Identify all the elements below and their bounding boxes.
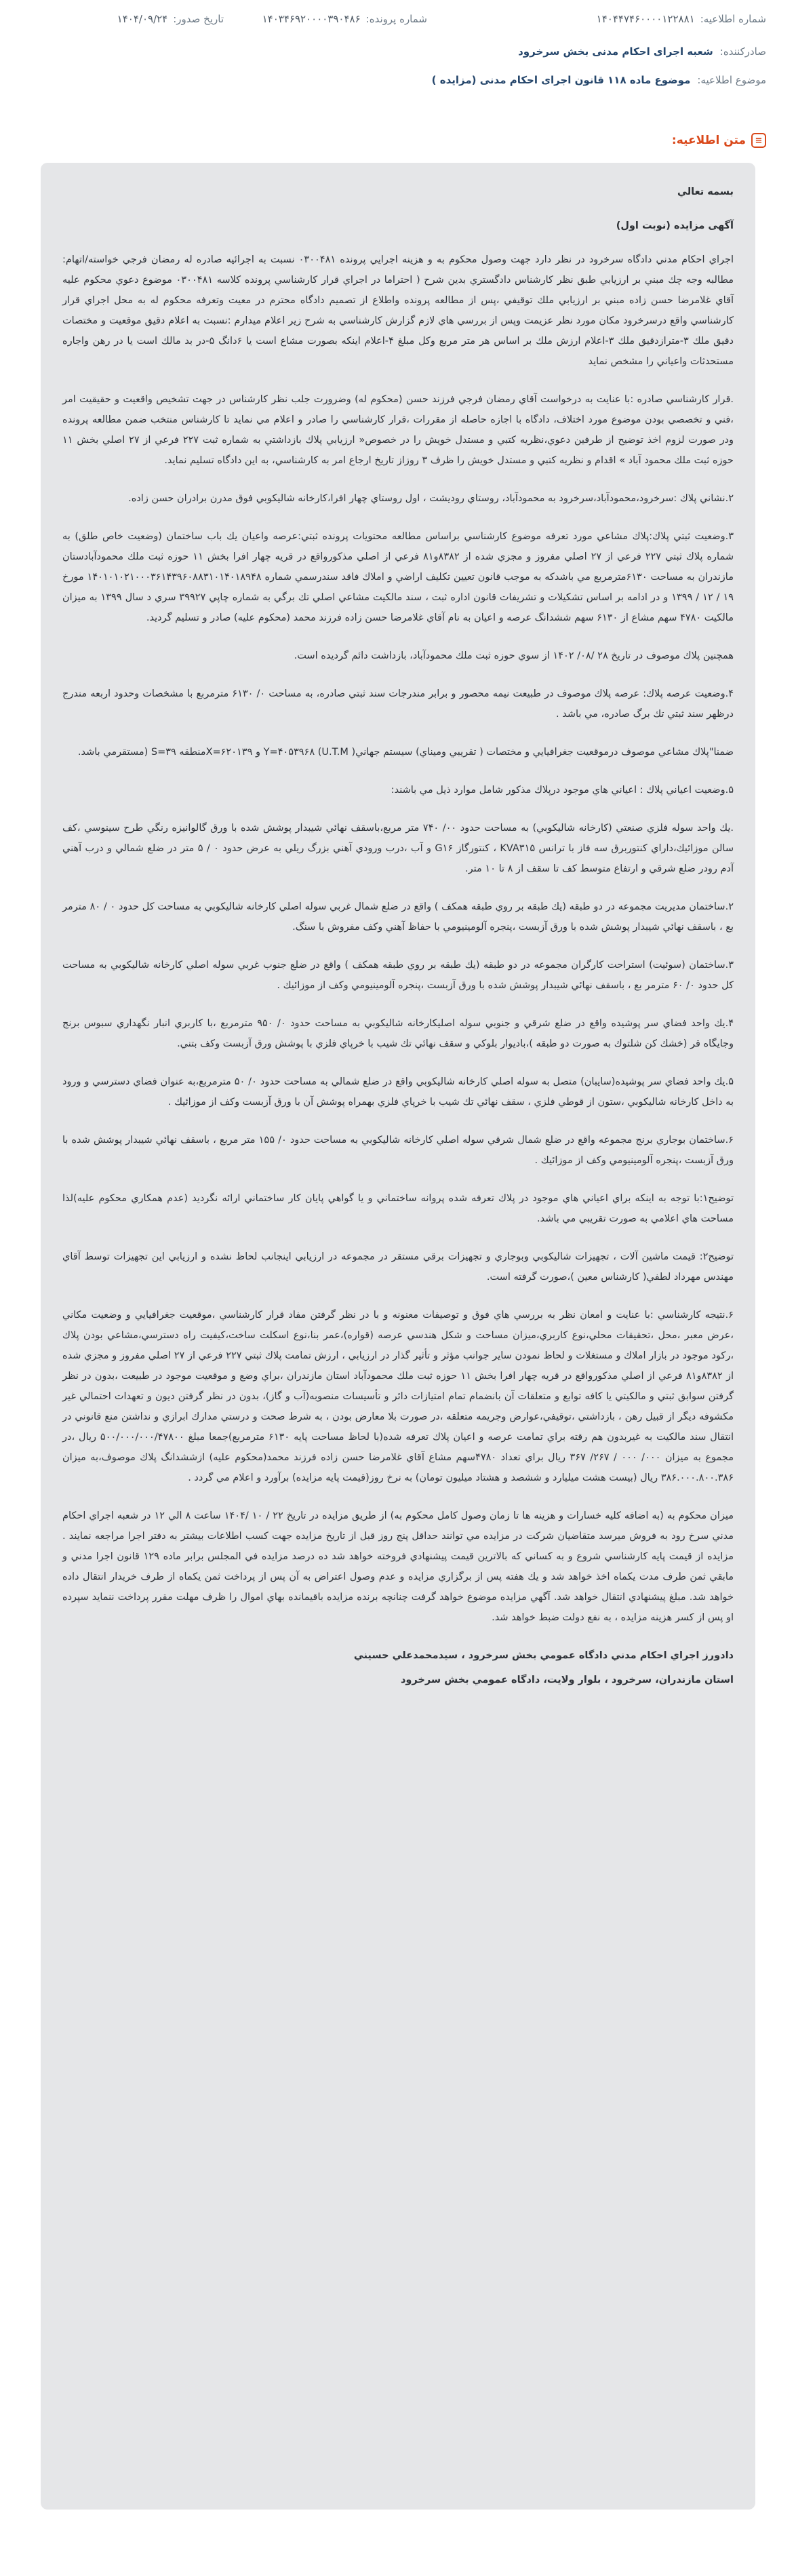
file-number-value: ۱۴۰۳۴۶۹۲۰۰۰۰۳۹۰۴۸۶ <box>262 13 361 25</box>
notice-text-title <box>672 133 766 148</box>
notice-number-value: ۱۴۰۴۴۷۴۶۰۰۰۰۱۲۲۸۸۱ <box>596 13 695 25</box>
notice-text-title-label: متن اطلاعیه: <box>671 134 746 147</box>
notice-paragraph: ۶.ساختمان بوجاري برنج مجموعه واقع در ضلع شمال شرقي سوله اصلي كارخانه شاليكوبي به مساحت حدود ۰/ ۱۵۵ متر مربع ، باسقف نهائي شيبدار پوشش شده با ورق آزبست ،پنجره آلومينيومي وكف از موزائيك . <box>62 1135 734 1166</box>
issue-date <box>30 13 224 25</box>
notice-number <box>427 13 766 25</box>
notice-paragraph: ۲.نشاني پلاك :سرخرود،محمودآباد،سرخرود به محمودآباد، روستاي روديشت ، اول روستاي چهار افرا،كارخانه شاليكوبي فوق مدرن برادران حسن زاده. <box>128 493 734 504</box>
notice-paragraph: ۴.وضعيت عرصه پلاك: عرصه پلاك موصوف در طبيعت نيمه محصور و برابر مندرجات سند ثبتي صادره، به مساحت ۰/ ۶۱۳۰ مترمربع با مشخصات وحدود اربعه مندرج درظهر سند ثبتي تك برگ صادره، مي باشد . <box>62 688 734 720</box>
notice-text-box <box>41 163 755 2510</box>
notice-signature: استان مازندران، سرخرود ، بلوار ولايت، دادگاه عمومي بخش سرخرود <box>400 1675 734 1685</box>
issuer-label: صادرکننده: <box>719 45 766 58</box>
notice-paragraph: ۵.يك واحد فضاي سر پوشيده(سايبان) متصل به سوله اصلي كارخانه شاليكوبي واقع در ضلع شمالي به مساحت حدود ۰/ ۵۰ مترمربع،به عنوان فضاي دسترسي و ورود به داخل كارخانه شاليكوبي ،ستون از قوطي فلزي ، سقف نهائي تك شيب با خرپاي فلزي بهمراه پوشش آن با ورق آزبست وكف از موزائيك . <box>62 1076 734 1108</box>
file-number <box>224 13 427 25</box>
notice-paragraph: اجراي احكام مدني دادگاه سرخرود در نظر دارد جهت وصول محكوم به و هزينه اجرايي پرونده ۰۳۰۰۴۸۱ نسبت به اجرائيه صادره له رمضان فرجي خواسته/اتهام: مطالبه وجه چك مبني بر ارزيابي طبق نظر كارشناس دادگستري بدين شرح ( احتراما در اجراي قرار كارشناسي پرونده كلاسه ۰۳۰۰۴۸۱ موضوع دعوي محكوم عليه آقاي غلامرضا حسن زاده مبني بر ارزيابي ملك توقيفي ،پس از مطالعه پرونده واطلاع از تصميم دادگاه محترم در معيت وتعرفه محكوم له به محل اجراي قرار كارشناسي واقع درسرخرود مكان مورد نظر عزيمت وپس از بررسي هاي لازم گزارش كارشناسي به شرح زير اعلام ميدارم :نسبت به اعلام دقيق موقعيت و مختصات دقيق ملك ۳-مترازدقيق ملك ۳-اعلام ارزش ملك بر اساس هر متر مربع وكل مبلغ ۴-اعلام اينكه بصورت مشاع است يا ۶دانگ ۵-در بد مالك است يا در رهن واجاره مستحدثات واعياني را مشخص نمايد <box>62 254 734 367</box>
notice-paragraph: .يك واحد سوله فلزي صنعتي (كارخانه شاليكوبي) به مساحت حدود ۰۰/ ۷۴۰ متر مربع،باسقف نهائي شيبدار پوشش شده با ورق گالوانيزه رنگي طرح سينوسي ،كف سالن موزائيك،داراي كنتوربرق سه فاز با ترانس KVA۳۱۵ ، كنتورگاز G۱۶ و آب ،درب ورودي آهني بزرگ ريلي به عرض حدود ۰ / ۵ متر در ضلع شمالي و درب آهني آدم رودر ضلع شرقي و ارتفاع متوسط كف تا سقف از ۸ تا ۱۰ متر. <box>62 823 734 874</box>
notice-signature: دادورز اجراي احكام مدني دادگاه عمومي بخش سرخرود ، سيدمحمدعلي حسيني <box>353 1650 734 1661</box>
notice-paragraph: توضيح۱:با توجه به اينكه براي اعياني هاي موجود در پلاك تعرفه شده پروانه ساختماني و يا گواهي پايان كار ساختماني ارائه نگرديد (عدم همكاري محكوم عليه)لذا مساحت هاي اعلامي به صورت تقريبي مي باشد. <box>62 1193 734 1224</box>
notice-paragraph: .قرار كارشناسي صادره :با عنايت به درخواست آقاي رمضان فرجي فرزند حسن (محكوم له) وضرورت جلب نظر كارشناس در جهت تشخيص واقعيت و حقيقيت امر ،فني و تخصصي بودن موضوع مورد اختلاف، دادگاه با اجازه حاصله از مقررات ،قرار كارشناسي را صادر و اعلام مي نمايد تا كارشناس منتخب ضمن مطالعه پرونده ودر صورت لزوم اخذ توضيح از طرفين دعوي،نظريه كتبي و مستدل خويش را در خصوص« ارزيابي پلاك بازداشتي به شماره ثبت ۲۲۷ فرعي از ۲۷ اصلي بخش ۱۱ حوزه ثبت ملك محمود آباد » اقدام و نظريه كتبي و مستدل خويش را ظرف ۳ روزاز تاريخ ارجاع امر به كارشناسي، به اين دادگاه تسليم نمايد. <box>62 394 734 466</box>
notice-paragraph: ميزان محكوم به (به اضافه كليه خسارات و هزينه ها تا زمان وصول كامل محكوم به) از طريق مزايده در تاريخ ۲۲ / ۱۰ /۱۴۰۴ ساعت ۸ الي ۱۲ در شعبه اجراي احكام مدني سرخ رود به فروش ميرسد متقاضيان شركت در مزايده مي توانند حداقل پنج روز قبل از تاريخ مزايده جهت كسب اطلاعات بيشتر به دفتر اجرا مراجعه نمايند . مزايده از قيمت پايه كارشناسي شروع و به كساني كه بالاترين قيمت پيشنهادي فروخته خواهد شد ده درصد مزايده في المجلس برابر ماده ۱۲۹ قانون اجرا مدني و مابقي ثمن طرف مدت يكماه اخذ خواهد شد و يك هفته پس از برگزاري مزايده و عدم وصول اعتراض به آن پس از پرداخت ثمن يكماه از طرف خريدار انتقال داده خواهد شد. مبلغ پيشنهادي انتقال خواهد شد. آگهي مزايده موضوع خواهد گرفت چنانچه برنده مزايده باقيمانده بهاي اموال را ظرف مهلت مقرر پرداخت ننمايد سپرده او پس از كسر هزينه مزايده ، به نفع دولت ضبط خواهد شد. <box>62 1510 734 1623</box>
notice-paragraph: ۵.وضعيت اعياني پلاك : اعياني هاي موجود درپلاك مذكور شامل موارد ذيل مي باشند: <box>391 785 734 796</box>
subject-label: موضوع اطلاعیه: <box>697 74 766 86</box>
subject-value: موضوع ماده ۱۱۸ قانون اجرای احکام مدنی (مزایده ) <box>431 74 691 86</box>
notice-paragraph: ۶.نتيجه كارشناسي :با عنايت و امعان نظر به بررسي هاي فوق و توصيفات معنونه و با در نظر گرفتن مفاد قرار كارشناسي ،موقعيت جغرافيايي و وضعيت مكاني ،عرض معبر ،محل ،تحقيقات محلي،نوع كاربري،ميزان مساحت و شكل هندسي عرصه (قواره)،عمر بنا،نوع اسكلت ساخت،كيفيت راه دسترسي،مشاعي بودن پلاك ،ركود موجود در بازار املاك و مستغلات و لحاظ نمودن ساير جوانب مؤثر و تأثير گذار در ارزيابي ، ارزش تمامت پلاك ثبتي ۲۲۷ فرعي از ۲۷ اصلي مفروز و مجزي شده از ۸۳۸۲و۸۱ فرعي از اصلي مذكورواقع در قريه چهار افرا بخش ۱۱ حوزه ثبت ملك محمودآباد استان مازندران ،براي وضع و موقعيت موجود در طبيعت ،بدون در نظر گرفتن سوابق ثبتي و مالكيتي يا كافه توابع و متعلقات آن بانضمام تمام امتيازات دائر و تأسيسات منصوبه(آب و گاز)، بدون در نظر گرفتن ديون و تعهدات احتمالي غير مكشوفه ديگر از قبيل رهن ، بازداشتي ،توقيفي،عوارض وجريمه متعلقه ،در صورت بلا معارض بودن ، به شرط صحت و درستي مدارك ابرازي و نداشتن منع قانوني در انتقال سند مالكيت به غيربدون هم رقته براي تمامت عرصه و اعيان پلاك تعرفه شده(با لحاظ مساحت پايه ۶۱۳۰ مترمربع)جمعا مبلغ ۵۰۰/۰۰۰/۰۰۰/۴۷۸۰۰ ريال ،در مجموع به ميزان ۰۰۰/ ۰۰۰ / ۲۶۷/ ۳۶۷ ريال براي تعداد ۴۷۸۰سهم مشاع آقاي غلامرضا حسن زاده فرزند محمد(محكوم عليه) ازششدانگ پلاك موصوف،به ميزان ۳۸۶.۰۰۰.۸۰۰.۳۸۶ ريال (بيست هشت ميليارد و ششصد و هشتاد ميليون تومان) به نرخ روز(قيمت پايه مزايده) برآورد و اعلام مي گردد . <box>62 1310 734 1483</box>
issuer-value: شعبه اجرای احکام مدنی بخش سرخرود <box>518 45 713 58</box>
notice-paragraph: ۳.وضعيت ثبتي پلاك:پلاك مشاعي مورد تعرفه موضوع كارشناسي براساس مطالعه محتويات پرونده ثبتي:عرصه واعيان يك باب ساختمان (وضعيت خاص طلق) به شماره پلاك ثبتي ۲۲۷ فرعي از ۲۷ اصلي مفروز و مجزي شده از ۸۳۸۲و۸۱ فرعي از اصلي مذكورواقع در قريه چهار افرا بخش ۱۱ حوزه ثبت ملك محمودآبادستان مازندران به مساحت ۶۱۳۰مترمربع مي باشدكه به موجب قانون تعيين تكليف اراضي و املاك فاقد سندرسمي شماره ۱۴۰۱۰۱۰۲۱۰۰۰۳۶۱۴۳۹۶۰۸۸۳۱۰۱۴۰۱۸۹۴۸ مورخ ۱۹ / ۱۲ / ۱۳۹۹ و در ادامه بر اساس تشكيلات و تشريفات قانون اداره ثبت ، سند مالكيت مشاعي اصلي تك برگي به شماره چاپي ۳۹۹۲۷ سري د سال ۱۳۹۹ به ميزان مالكيت ۴۷۸۰ سهم مشاع از ۶۱۳۰ سهم ششدانگ عرصه و اعيان به نام آقاي غلامرضا حسن زاده فرزند محمد (محكوم عليه) صادر و تسليم گرديد. <box>62 531 734 623</box>
file-number-label: شماره پرونده: <box>365 13 427 25</box>
issuer-row <box>0 38 796 65</box>
issue-date-label: تاریخ صدور: <box>173 13 224 25</box>
document-text-icon: ≡ <box>751 133 766 148</box>
notice-paragraph: توضيح۲: قيمت ماشين آلات ، تجهيزات شاليكوبي وبوجاري و تجهيزات برقي مستقر در مجموعه در ارزيابي اينجانب لحاظ نشده و ارزيابي اين تجهيزات توسط آقاي مهندس مهرداد لطفي( كارشناس معين )،صورت گرفته است. <box>62 1251 734 1283</box>
notice-paragraph: ضمنا"پلاك مشاعي موصوف درموقعيت جغرافيايي و مختصات ( تقريبي وميناي) سيستم جهاني( U.T.M) Y=۴۰۵۳۹۶۸ و X=۶۲۰۱۳۹منطقه S=۳۹ (مستقرمي باشد. <box>77 747 734 758</box>
notice-paragraph: ۴.يك واحد فضاي سر پوشيده واقع در ضلع شرقي و جنوبي سوله اصليكارخانه شاليكوبي به مساحت حدود ۰/ ۹۵۰ مترمربع ،با كاربري انبار نگهداري سبوس برنج وجايگاه قر (خشك كن شلتوك به صورت دو طبقه )،باديوار بلوكي و سقف نهائي تك شيب با خرپاي فلزي با پوشش ورق آزبست وكف بتني. <box>62 1018 734 1049</box>
subject-row <box>0 65 796 95</box>
notice-paragraph: ۲.ساختمان مديريت مجموعه در دو طبقه (يك طبقه بر روي طبقه همكف ) واقع در ضلع شمال غربي سوله اصلي كارخانه شاليكوبي به مساحت كل حدود ۰ / ۸۰ مترمر بع ، باسقف نهائي شيبدار پوشش شده با ورق آزبست ،پنجره آلومينيومي با حفاظ آهني وكف مفروش با سنگ. <box>62 901 734 933</box>
issue-date-value: ۱۴۰۴/۰۹/۲۴ <box>117 13 168 25</box>
notice-heading: بسمه تعالي <box>677 187 734 197</box>
notice-meta-row <box>0 0 796 38</box>
notice-paragraph: ۳.ساختمان (سوئيت) استراحت كارگران مجموعه در دو طبقه (يك طبقه بر روي طبقه همكف ) واقع در ضلع جنوب غربي سوله اصلي كارخانه شاليكوبي به مساحت كل حدود ۰/ ۶۰ مترمر بع ، باسقف نهائي شيبدار پوشش شده با ورق آزبست ،پنجره آلومينيومي وكف از موزائيك . <box>62 960 734 991</box>
notice-heading: آگهی مزایده (نوبت اول) <box>616 220 734 231</box>
notice-paragraph: همچنين پلاك موصوف در تاريخ ۲۸ /۰۸/ ۱۴۰۲ از سوي حوزه ثبت ملك محمودآباد، بازداشت دائم گرديده است. <box>294 650 734 661</box>
notice-number-label: شماره اطلاعیه: <box>700 13 766 25</box>
